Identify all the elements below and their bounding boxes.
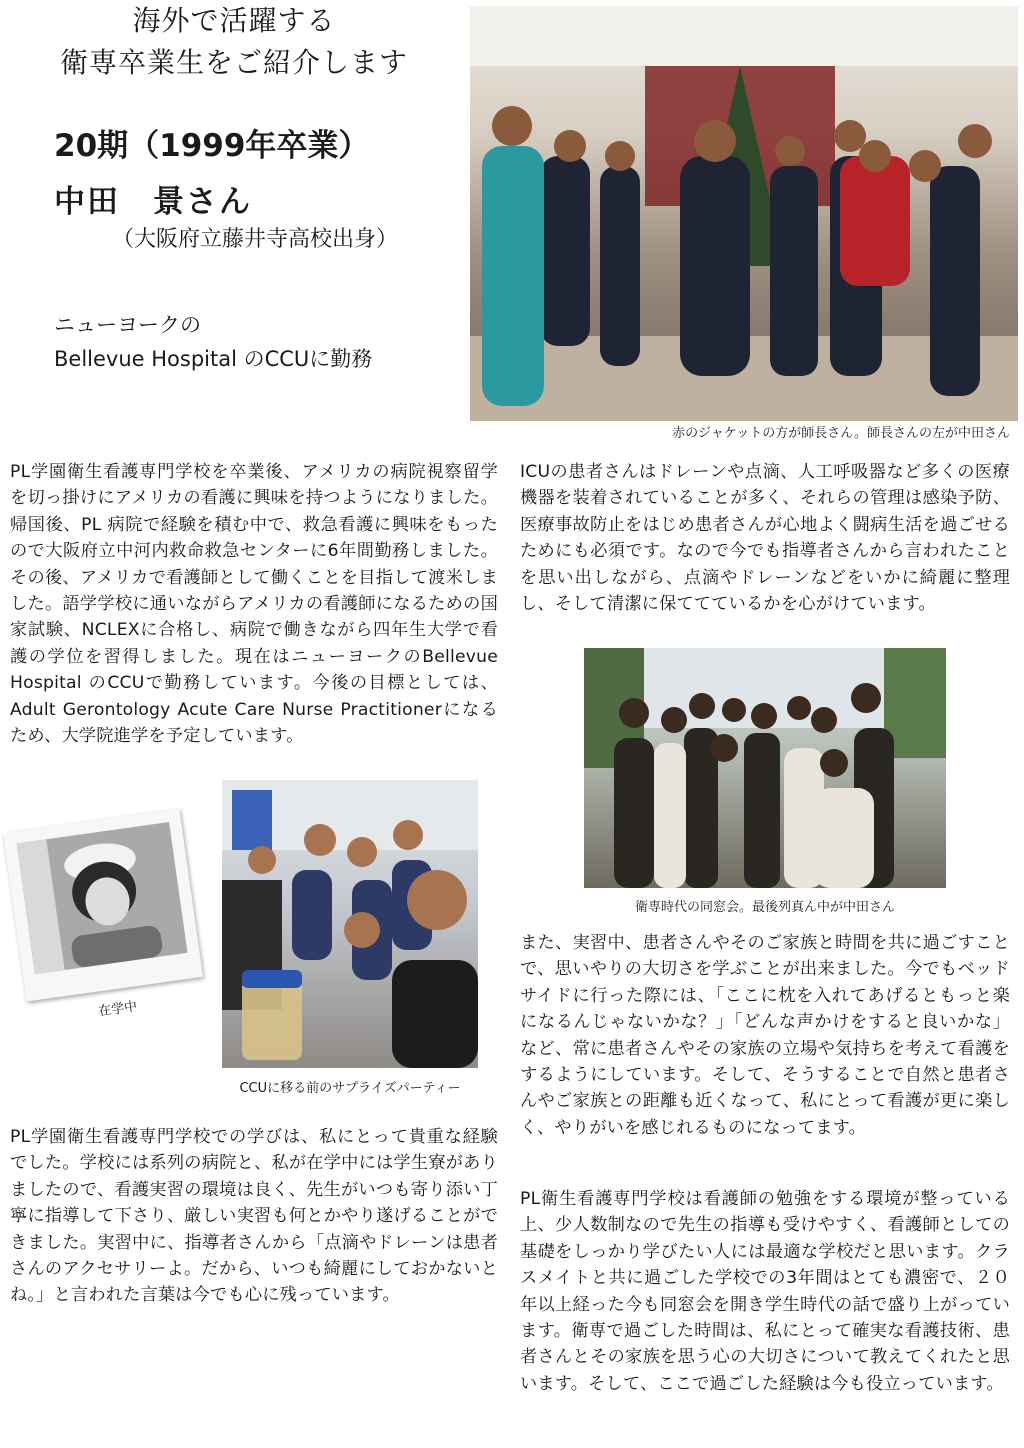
reunion-photo-caption: 衛専時代の同窓会。最後列真ん中が中田さん	[634, 900, 895, 915]
graduate-high-school: （大阪府立藤井寺高校出身）	[112, 227, 399, 252]
reunion-photo	[584, 648, 946, 888]
surprise-party-photo	[222, 780, 478, 1068]
article-heading	[0, 0, 468, 84]
paragraph-career: PL学園衛生看護専門学校を卒業後、アメリカの病院視察留学を切っ掛けにアメリカの看護に興味を持つようになりました。帰国後、PL 病院で経験を積む中で、救急看護に興味をもったので大阪府立中河内救命救急センターに6年間勤務しました。その後、アメリカで看護師として働くことを目指して渡米しました。語学学校に通いながらアメリカの看護師になるための国家試験、NCLEXに合格し、病院で働きながら四年生大学で看護の学位を習得しました。現在はニューヨークのBellevue Hospital のCCUで勤務しています。今後の目標としては、Adult Gerontology Acute Care Nurse Practitionerになるため、大学院進学を予定しています。	[10, 462, 498, 747]
student-photo-caption: 在学中	[97, 999, 139, 1020]
student-era-photo	[3, 808, 203, 1001]
staff-photo-caption: 赤のジャケットの方が師長さん。師長さんの左が中田さん	[672, 426, 1010, 441]
paragraph-school-experience: PL学園衛生看護専門学校での学びは、私にとって貴重な経験でした。学校には系列の病院と、私が在学中には学生寮がありましたので、看護実習の環境は良く、先生がいつも寄り添い丁寧に指導して下さり、厳しい実習も何とかやり遂げることができました。実習中に、指導者さんから「点滴やドレーンは患者さんのアクセサリーよ。だから、いつも綺麗にしておかないとね。」と言われた言葉は今でも心に残っています。	[10, 1127, 498, 1306]
paragraph-recommendation: PL衛生看護専門学校は看護師の勉強をする環境が整っている上、少人数制なので先生の指導も受けやすく、看護師としての基礎をしっかり学びたい人には最適な学校だと思います。クラスメイトと共に過ごした学校での3年間はとても濃密で、２０年以上経った今も同窓会を開き学生時代の話で盛り上がっています。衛専で過ごした時間は、私にとって確実な看護技術、患者さんとその家族を思う心の大切さについて教えてくれたと思います。そして、ここで過ごした経験は今も役立っています。	[520, 1189, 1010, 1394]
heading-line-2: 衛専卒業生をご紹介します	[59, 46, 408, 79]
workplace-line-2: Bellevue Hospital のCCUに勤務	[54, 347, 373, 371]
graduation-term: 20期（1999年卒業）	[54, 128, 370, 164]
paragraph-icu: ICUの患者さんはドレーンや点滴、人工呼吸器など多くの医療機器を装着されていることが多く、それらの管理は感染予防、医療事故防止をはじめ患者さんが心地よく闘病生活を過ごせるためにも必須です。なので今でも指導者さんから言われたことを思い出しながら、点滴やドレーンなどをいかに綺麗に整理し、そして清潔に保ててているかを心がけています。	[520, 462, 1010, 615]
staff-group-photo	[470, 6, 1018, 421]
heading-line-1: 海外で活躍する	[132, 4, 336, 37]
workplace-line-1: ニューヨークの	[54, 313, 201, 337]
party-photo-caption: CCUに移る前のサプライズパーティー	[239, 1081, 461, 1096]
graduate-name: 中田 景さん	[54, 184, 252, 220]
workplace	[54, 308, 464, 376]
paragraph-compassion: また、実習中、患者さんやそのご家族と時間を共に過ごすことで、思いやりの大切さを学ぶことが出来ました。今でもベッドサイドに行った際には、「ここに枕を入れてあげるともっと楽になるんじゃないかな？」「どんな声かけをすると良いかな」など、常に患者さんやその家族の立場や気持ちを考えて看護をするようにしています。そして、そうすることで自然と患者さんやご家族との距離も近くなって、私にとって看護が更に楽しく、やりがいを感じれるものになってます。	[520, 933, 1010, 1138]
